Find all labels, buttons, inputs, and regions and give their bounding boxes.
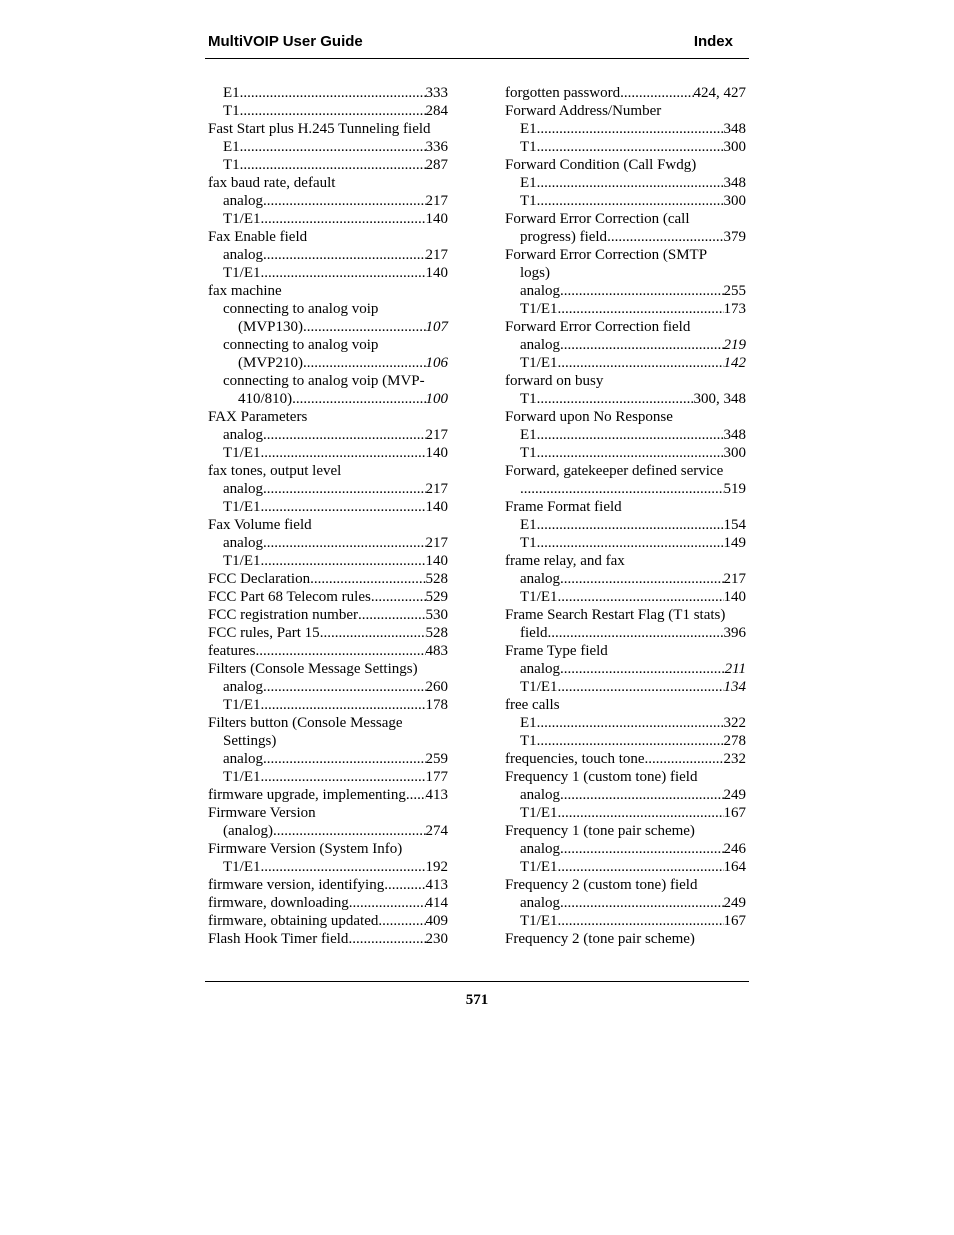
index-page-ref: 134 [723,679,746,695]
index-term: analog [520,841,560,857]
dot-leader [558,678,724,696]
index-heading: forward on busy [505,373,604,389]
index-page-ref: 300 [723,193,746,209]
index-entry [208,138,448,156]
index-page-ref: 106 [425,355,448,371]
index-term: T1/E1 [223,859,261,875]
index-entry [505,786,746,804]
index-entry [208,318,448,336]
index-heading: Forward, gatekeeper defined service [505,463,724,479]
dot-leader [520,480,724,498]
index-heading: Frame Format field [505,499,622,515]
dot-leader [537,174,724,192]
index-page-ref: 333 [425,85,448,101]
index-page-ref: 167 [723,805,746,821]
index-term: T1 [520,445,537,461]
index-term: T1 [520,391,537,407]
index-heading: Frame Search Restart Flag (T1 stats) [505,607,726,623]
index-entry [505,390,746,408]
index-page-ref: 278 [723,733,746,749]
index-page-ref: 519 [723,481,746,497]
index-term: analog [520,661,560,677]
index-entry [208,444,448,462]
index-entry [505,750,746,768]
index-page-ref: 348 [723,121,746,137]
index-entry [505,732,746,750]
index-entry [208,894,448,912]
dot-leader [348,930,425,948]
index-entry [208,912,448,930]
index-entry [208,606,448,624]
index-heading: frame relay, and fax [505,553,625,569]
index-page-ref: 530 [425,607,448,623]
index-page-ref: 255 [723,283,746,299]
header-rule [205,58,749,59]
index-term: FCC rules, Part 15 [208,625,320,641]
index-page-ref: 140 [425,553,448,569]
index-term: analog [223,679,263,695]
index-entry [208,588,448,606]
index-page-ref: 246 [723,841,746,857]
dot-leader [560,336,724,354]
dot-leader [537,120,724,138]
index-column-right [505,84,746,948]
index-heading: Fax Volume field [208,517,312,533]
index-entry [208,390,448,408]
index-entry [505,804,746,822]
dot-leader [558,354,724,372]
dot-leader [537,714,724,732]
index-entry [505,192,746,210]
index-page-ref: 164 [723,859,746,875]
index-page-ref: 528 [425,571,448,587]
index-term: T1 [520,139,537,155]
index-entry [208,570,448,588]
dot-leader [261,552,426,570]
index-entry [208,102,448,120]
footer-rule [205,981,749,982]
dot-leader [303,318,425,336]
index-term: T1/E1 [223,265,261,281]
index-entry [505,588,746,606]
index-term: forgotten password [505,85,621,101]
dot-leader [620,84,693,102]
index-heading: connecting to analog voip (MVP- [223,373,425,389]
index-entry [208,930,448,948]
dot-leader [261,210,426,228]
index-entry [505,840,746,858]
index-entry [505,678,746,696]
index-term: (MVP130) [238,319,304,335]
index-page-ref: 140 [425,499,448,515]
index-term: analog [223,535,263,551]
index-page-ref: 100 [425,391,448,407]
index-entry [208,822,448,840]
index-page-ref: 322 [723,715,746,731]
dot-leader [560,840,724,858]
index-term: E1 [223,85,240,101]
index-heading: fax machine [208,283,282,299]
dot-leader [263,246,426,264]
running-header-section: Index [693,33,733,50]
dot-leader [560,282,724,300]
dot-leader [558,300,724,318]
index-term: FCC Part 68 Telecom rules [208,589,371,605]
index-entry [505,480,746,498]
index-heading: Forward Error Correction field [505,319,691,335]
index-entry [208,84,448,102]
index-entry [505,138,746,156]
index-entry [505,660,746,678]
dot-leader [320,624,426,642]
dot-leader [255,642,425,660]
dot-leader [607,228,723,246]
index-page-ref: 528 [425,625,448,641]
index-heading: Forward Address/Number [505,103,662,119]
index-page-ref: 413 [425,877,448,893]
index-entry [505,300,746,318]
index-entry [505,894,746,912]
dot-leader [558,804,724,822]
index-term: analog [520,571,560,587]
index-term: field [520,625,548,641]
index-heading: Settings) [223,733,277,749]
index-term: FCC Declaration [208,571,311,587]
index-entry [208,552,448,570]
index-heading: fax baud rate, default [208,175,336,191]
index-page-ref: 211 [724,661,746,677]
index-entry [208,696,448,714]
index-term: (MVP210) [238,355,304,371]
dot-leader [560,894,724,912]
index-column-left [208,84,448,948]
index-page-ref: 529 [425,589,448,605]
dot-leader [537,516,724,534]
index-entry [208,768,448,786]
index-term: T1/E1 [223,211,261,227]
index-entry [505,858,746,876]
index-heading: Frequency 1 (tone pair scheme) [505,823,695,839]
dot-leader [240,102,426,120]
index-entry [505,570,746,588]
index-term: E1 [520,121,537,137]
index-term: analog [520,283,560,299]
index-entry [505,624,746,642]
index-page-ref: 260 [425,679,448,695]
dot-leader [558,858,724,876]
index-term: T1/E1 [520,679,558,695]
index-term: T1/E1 [223,445,261,461]
index-heading: Frequency 2 (custom tone) field [505,877,698,893]
index-page-ref: 249 [723,787,746,803]
index-entry [505,714,746,732]
index-page-ref: 300, 348 [693,391,746,407]
index-term: E1 [520,715,537,731]
dot-leader [261,444,426,462]
index-page-ref: 274 [425,823,448,839]
index-heading: Frequency 2 (tone pair scheme) [505,931,695,947]
dot-leader [240,138,426,156]
dot-leader [558,912,724,930]
index-heading: Firmware Version [208,805,316,821]
index-term: T1/E1 [520,859,558,875]
index-term: E1 [520,517,537,533]
index-entry [208,678,448,696]
index-entry [208,426,448,444]
index-term: T1 [520,733,537,749]
index-heading: free calls [505,697,560,713]
dot-leader [537,426,724,444]
dot-leader [645,750,724,768]
index-page-ref: 409 [425,913,448,929]
index-term: FCC registration number [208,607,358,623]
index-entry [208,498,448,516]
index-page-ref: 173 [723,301,746,317]
index-term: T1/E1 [223,697,261,713]
index-entry [208,210,448,228]
index-page-ref: 217 [425,481,448,497]
index-term: analog [223,751,263,767]
index-page-ref: 300 [723,445,746,461]
index-heading: Forward upon No Response [505,409,673,425]
running-header-title: MultiVOIP User Guide [208,33,363,50]
index-page-ref: 414 [425,895,448,911]
index-page-ref: 396 [723,625,746,641]
index-heading: Frequency 1 (custom tone) field [505,769,698,785]
index-term: T1/E1 [520,355,558,371]
index-heading: Frame Type field [505,643,608,659]
dot-leader [240,156,426,174]
index-page-ref: 217 [723,571,746,587]
index-term: T1/E1 [520,913,558,929]
index-heading: Filters button (Console Message [208,715,403,731]
index-entry [505,912,746,930]
dot-leader [240,84,426,102]
index-term: features [208,643,256,659]
index-term: T1/E1 [223,553,261,569]
index-entry [505,516,746,534]
dot-leader [261,768,426,786]
dot-leader [273,822,426,840]
index-term: analog [520,895,560,911]
index-term: analog [223,427,263,443]
index-page-ref: 348 [723,175,746,191]
index-page-ref: 424, 427 [693,85,746,101]
dot-leader [261,858,426,876]
dot-leader [406,786,426,804]
index-entry [505,174,746,192]
dot-leader [384,876,425,894]
index-entry [208,858,448,876]
dot-leader [537,534,724,552]
index-heading: Forward Error Correction (call [505,211,690,227]
index-term: progress) field [520,229,608,245]
index-heading: fax tones, output level [208,463,342,479]
index-page-ref: 232 [723,751,746,767]
index-entry [208,264,448,282]
index-entry [505,228,746,246]
index-term: firmware version, identifying [208,877,385,893]
index-term: T1/E1 [223,769,261,785]
index-page-ref: 142 [723,355,746,371]
dot-leader [560,786,724,804]
dot-leader [560,570,724,588]
index-entry [208,624,448,642]
index-term: E1 [520,175,537,191]
dot-leader [310,570,425,588]
index-entry [505,444,746,462]
dot-leader [263,750,426,768]
index-page-ref: 177 [425,769,448,785]
index-entry [208,786,448,804]
index-entry [208,480,448,498]
index-term: T1/E1 [520,301,558,317]
index-term: firmware, downloading [208,895,349,911]
index-page-ref: 149 [723,535,746,551]
dot-leader [537,138,724,156]
index-term: T1/E1 [223,499,261,515]
index-page-ref: 413 [425,787,448,803]
index-heading: logs) [520,265,550,281]
page-number: 571 [465,992,489,1008]
index-page-ref: 284 [425,103,448,119]
index-entry [505,336,746,354]
index-heading: FAX Parameters [208,409,308,425]
dot-leader [263,480,426,498]
index-term: frequencies, touch tone [505,751,645,767]
dot-leader [261,696,426,714]
index-heading: Fax Enable field [208,229,308,245]
index-page-ref: 140 [723,589,746,605]
index-page-ref: 217 [425,247,448,263]
index-page-ref: 249 [723,895,746,911]
index-heading: connecting to analog voip [223,337,379,353]
dot-leader [303,354,425,372]
index-entry [505,84,746,102]
index-entry [208,246,448,264]
dot-leader [378,912,425,930]
index-page-ref: 217 [425,193,448,209]
index-term: T1 [223,157,240,173]
index-entry [505,282,746,300]
index-heading: Fast Start plus H.245 Tunneling field [208,121,431,137]
index-page-ref: 140 [425,211,448,227]
index-term: analog [520,337,560,353]
index-entry [208,642,448,660]
dot-leader [558,588,724,606]
index-term: analog [223,193,263,209]
index-entry [208,534,448,552]
index-entry [505,534,746,552]
index-page-ref: 192 [425,859,448,875]
index-heading: Forward Condition (Call Fwdg) [505,157,697,173]
index-term: E1 [223,139,240,155]
dot-leader [560,660,725,678]
index-entry [208,354,448,372]
index-entry [208,750,448,768]
index-term: T1 [223,103,240,119]
index-term: Flash Hook Timer field [208,931,349,947]
index-page-ref: 336 [425,139,448,155]
index-entry [208,192,448,210]
index-entry [505,120,746,138]
index-term: T1/E1 [520,589,558,605]
dot-leader [537,192,724,210]
dot-leader [261,498,426,516]
index-heading: Forward Error Correction (SMTP [505,247,708,263]
index-term: T1/E1 [520,805,558,821]
index-page-ref: 140 [425,265,448,281]
dot-leader [537,732,724,750]
dot-leader [349,894,426,912]
index-page-ref: 300 [723,139,746,155]
index-term: firmware, obtaining updated [208,913,379,929]
index-entry [208,876,448,894]
index-term: analog [223,481,263,497]
index-page-ref: 178 [425,697,448,713]
index-page-ref: 154 [723,517,746,533]
dot-leader [263,192,426,210]
index-term: E1 [520,427,537,443]
dot-leader [537,390,694,408]
index-heading: connecting to analog voip [223,301,379,317]
index-page-ref: 140 [425,445,448,461]
dot-leader [292,390,425,408]
index-page-ref: 483 [425,643,448,659]
dot-leader [537,444,724,462]
index-term: analog [223,247,263,263]
index-entry [208,156,448,174]
dot-leader [358,606,426,624]
dot-leader [263,426,426,444]
dot-leader [371,588,426,606]
index-heading: Firmware Version (System Info) [208,841,403,857]
index-page-ref: 217 [425,427,448,443]
index-page-ref: 107 [425,319,448,335]
index-term: firmware upgrade, implementing [208,787,406,803]
index-heading: Filters (Console Message Settings) [208,661,418,677]
index-term: T1 [520,193,537,209]
index-page-ref: 230 [425,931,448,947]
index-entry [505,354,746,372]
index-term: T1 [520,535,537,551]
index-page-ref: 167 [723,913,746,929]
index-page-ref: 379 [723,229,746,245]
index-page-ref: 219 [723,337,746,353]
dot-leader [263,678,426,696]
index-page-ref: 348 [723,427,746,443]
index-term: analog [520,787,560,803]
index-term: 410/810) [238,391,293,407]
dot-leader [548,624,724,642]
index-entry [505,426,746,444]
dot-leader [261,264,426,282]
dot-leader [263,534,426,552]
index-term: (analog) [223,823,273,839]
index-page-ref: 217 [425,535,448,551]
index-page-ref: 287 [425,157,448,173]
index-page-ref: 259 [425,751,448,767]
